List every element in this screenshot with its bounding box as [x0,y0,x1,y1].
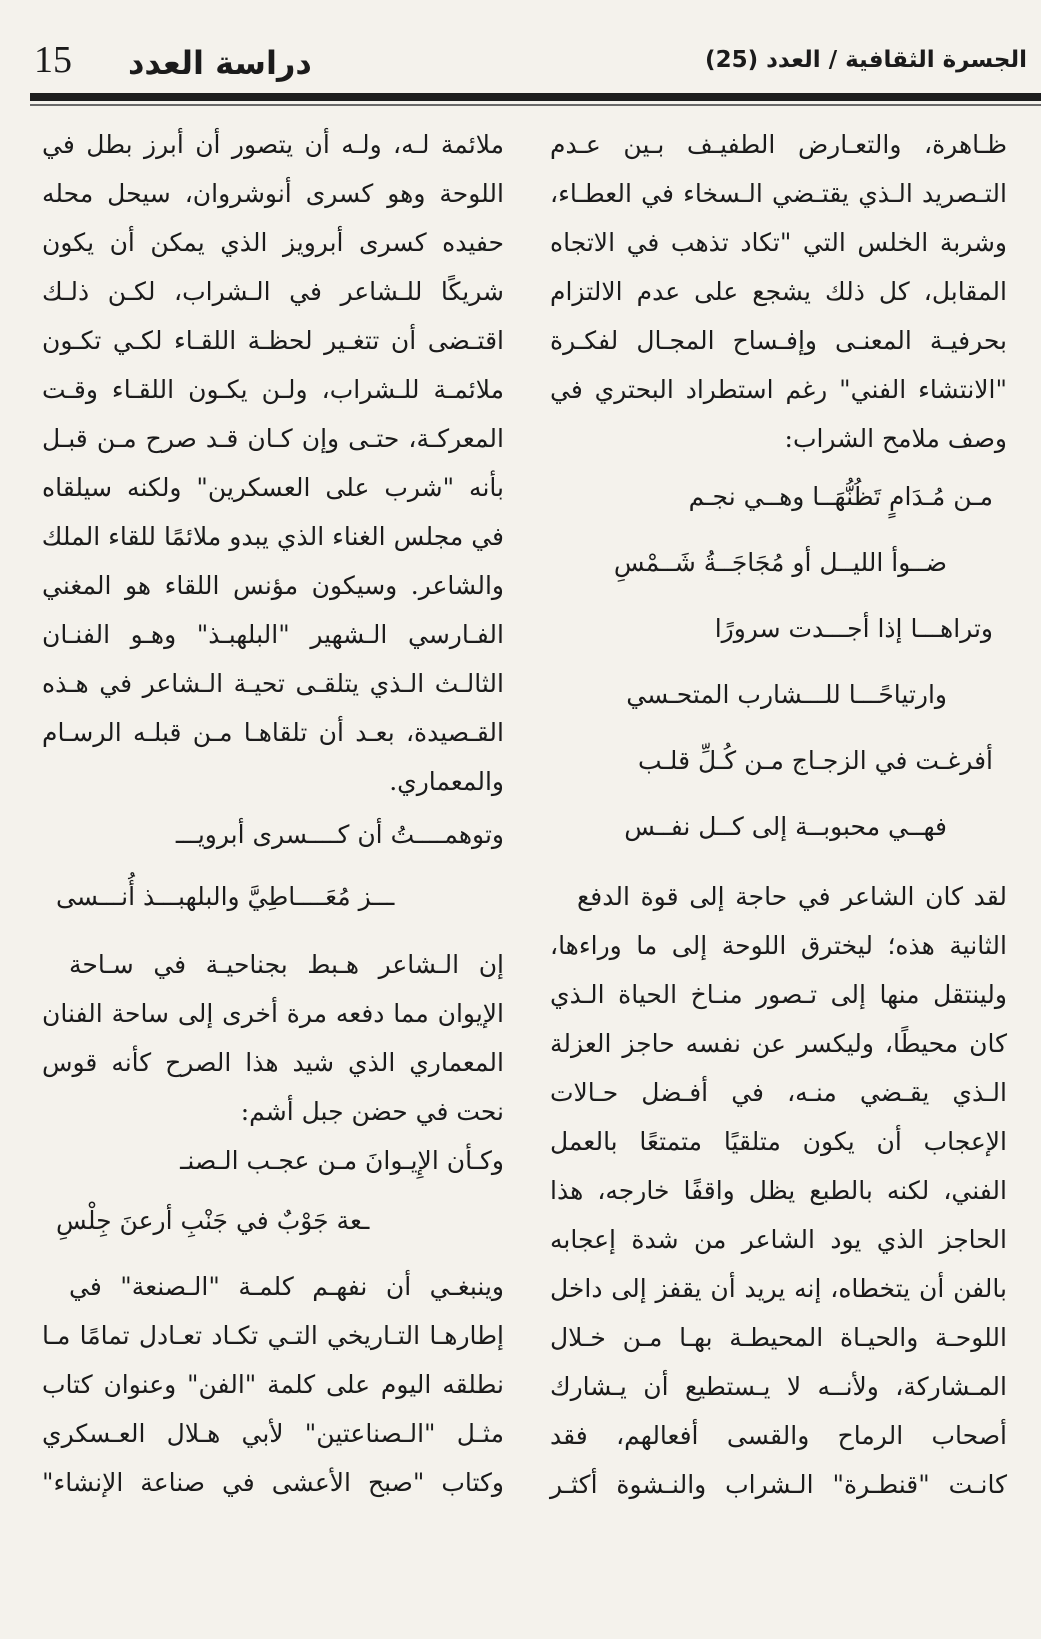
section-title: دراسة العدد [128,44,312,82]
paragraph-line: إن الـشاعر هـبط بجناحيـة في سـاحة [69,950,504,979]
verse-hemistich: وتراهـــا إذا أجـــدت سرورًا [714,614,993,643]
verse-hemistich: وتوهمــــتُ أن كــــسرى أبرويـــ [175,820,504,849]
paragraph-line: نطلقه اليوم على كلمة "الفن" وعنوان كتاب [42,1370,504,1399]
paragraph-line: شريكًا للـشاعر في الـشراب، لكـن ذلـك [42,277,504,306]
paragraph-line: والمعماري. [389,767,504,796]
paragraph-line: الإيوان مما دفعه مرة أخرى إلى ساحة الفنان [42,999,504,1028]
paragraph-line: ملائمة لـه، ولـه أن يتصور أن أبرز بطل في [42,130,504,159]
paragraph-line: بالفن أن يتخطاه، إنه يريد أن يقفز إلى داخل [550,1274,1007,1303]
paragraph-line: المعركـة، حتـى وإن كـان قـد صرح مـن قبـل [42,424,504,453]
paragraph-line: وكتاب "صبح الأعشى في صناعة الإنشاء" [42,1468,504,1497]
page-number: 15 [34,39,72,81]
paragraph-line: الثالـث الـذي يتلقـى تحيـة الـشاعر في هـذه [42,669,504,698]
paragraph-line: كان محيطًا، وليكسر عن نفسه حاجز العزلة [550,1029,1007,1058]
verse-hemistich: ـعة جَوْبٌ في جَنْبِ أرعنَ جِلْسِ [56,1206,370,1235]
paragraph-line: الإعجاب أن يكون متلقيًا متمتعًا بالعمل [550,1127,1007,1156]
paragraph-line: ملائمـة للـشراب، ولـن يكـون اللقـاء وقـت [42,375,504,404]
paragraph-line: وشربة الخلس التي "تكاد تذهب في الاتجاه [550,228,1007,257]
paragraph-line: القـصيدة، بعـد أن تلقاهـا مـن قبلـه الرسـام [42,718,504,747]
paragraph-line: "الانتشاء الفني" رغم استطراد البحتري في [550,375,1007,404]
verse-hemistich: أفرغـت في الزجـاج مـن كُـلِّ قلـب [637,746,993,775]
verse-hemistich: ـــز مُعَــــاطِيَّ والبلهبـــذ أُنـــسى [56,882,395,911]
paragraph-line: الفـارسي الـشهير "البلهبـذ" وهـو الفنـان [42,620,504,649]
paragraph-line: لقد كان الشاعر في حاجة إلى قوة الدفع [577,882,1007,911]
paragraph-line: ظـاهرة، والتعـارض الطفيـف بـين عـدم [550,130,1007,159]
paragraph-line: المقابل، كل ذلك يشجع على عدم الالتزام [550,277,1007,306]
verse-hemistich: فهــي محبوبــة إلى كــل نفــس [624,812,947,841]
paragraph-line: الحاجز الذي يود الشاعر من شدة إعجابه [550,1225,1007,1254]
paragraph-line: حفيده كسرى أبرويز الذي يمكن أن يكون [42,228,504,257]
header-rule-thin [30,104,1041,106]
paragraph-line: مثـل "الـصناعتين" لأبي هـلال العـسكري [42,1419,504,1448]
paragraph-line: إطارهـا التـاريخي التـي تكـاد تعـادل تمامًا مـا [42,1321,504,1350]
page-header [0,0,1041,100]
paragraph-line: ولينتقل منها إلى تـصور منـاخ الحياة الـذي [550,980,1007,1009]
header-rule-thick [30,93,1041,101]
paragraph-line: وينبغـي أن نفهـم كلمـة "الـصنعة" في [69,1272,504,1301]
paragraph-line: وصف ملامح الشراب: [784,424,1007,453]
paragraph-line: والشاعر. وسيكون مؤنس اللقاء هو المغني [42,571,504,600]
paragraph-line: المـشاركة، ولأنــه لا يـستطيع أن يـشارك [550,1372,1007,1401]
verse-hemistich: مـن مُـدَامٍ تَظُنُّهَــا وهــي نجـم [688,482,993,511]
verse-hemistich: وكـأن الإِيـوانَ مـن عجـب الـصنـ [180,1146,504,1175]
verse-hemistich: وارتياحًـــا للـــشارب المتحـسي [626,680,947,709]
paragraph-line: اقتـضى أن تتغـير لحظـة اللقـاء لكـي تكـون [42,326,504,355]
paragraph-line: نحت في حضن جبل أشم: [240,1097,504,1126]
paragraph-line: كانـت "قنطـرة" الـشراب والنـشوة أكثـر [550,1470,1007,1499]
paragraph-line: الثانية هذه؛ ليخترق اللوحة إلى ما وراءها، [550,931,1007,960]
paragraph-line: الـذي يقـضي منـه، في أفـضل حـالات [550,1078,1007,1107]
paragraph-line: أصحاب الرماح والقسى أفعالهم، فقد [550,1421,1007,1450]
paragraph-line: بأنه "شرب على العسكرين" ولكنه سيلقاه [42,473,504,502]
paragraph-line: في مجلس الغناء الذي يبدو ملائمًا للقاء الملك [41,522,504,551]
paragraph-line: اللوحة وهو كسرى أنوشروان، سيحل محله [42,179,504,208]
paragraph-line: المعماري الذي شيد هذا الصرح كأنه قوس [42,1048,504,1077]
verse-hemistich: ضــوأ الليــل أو مُجَاجَــةُ شَــمْسِ [613,548,947,577]
running-head: الجسرة الثقافية / العدد (25) [705,47,1027,73]
paragraph-line: اللوحـة والحيـاة المحيطـة بهـا مـن خـلال [550,1323,1007,1352]
paragraph-line: الفني، لكنه بالطبع يظل واقفًا خارجه، هذا [550,1176,1007,1205]
paragraph-line: بحرفيـة المعنـى وإفـساح المجـال لفكـرة [550,326,1007,355]
paragraph-line: التـصريد الـذي يقتـضي الـسخاء في العطـاء، [550,179,1007,208]
